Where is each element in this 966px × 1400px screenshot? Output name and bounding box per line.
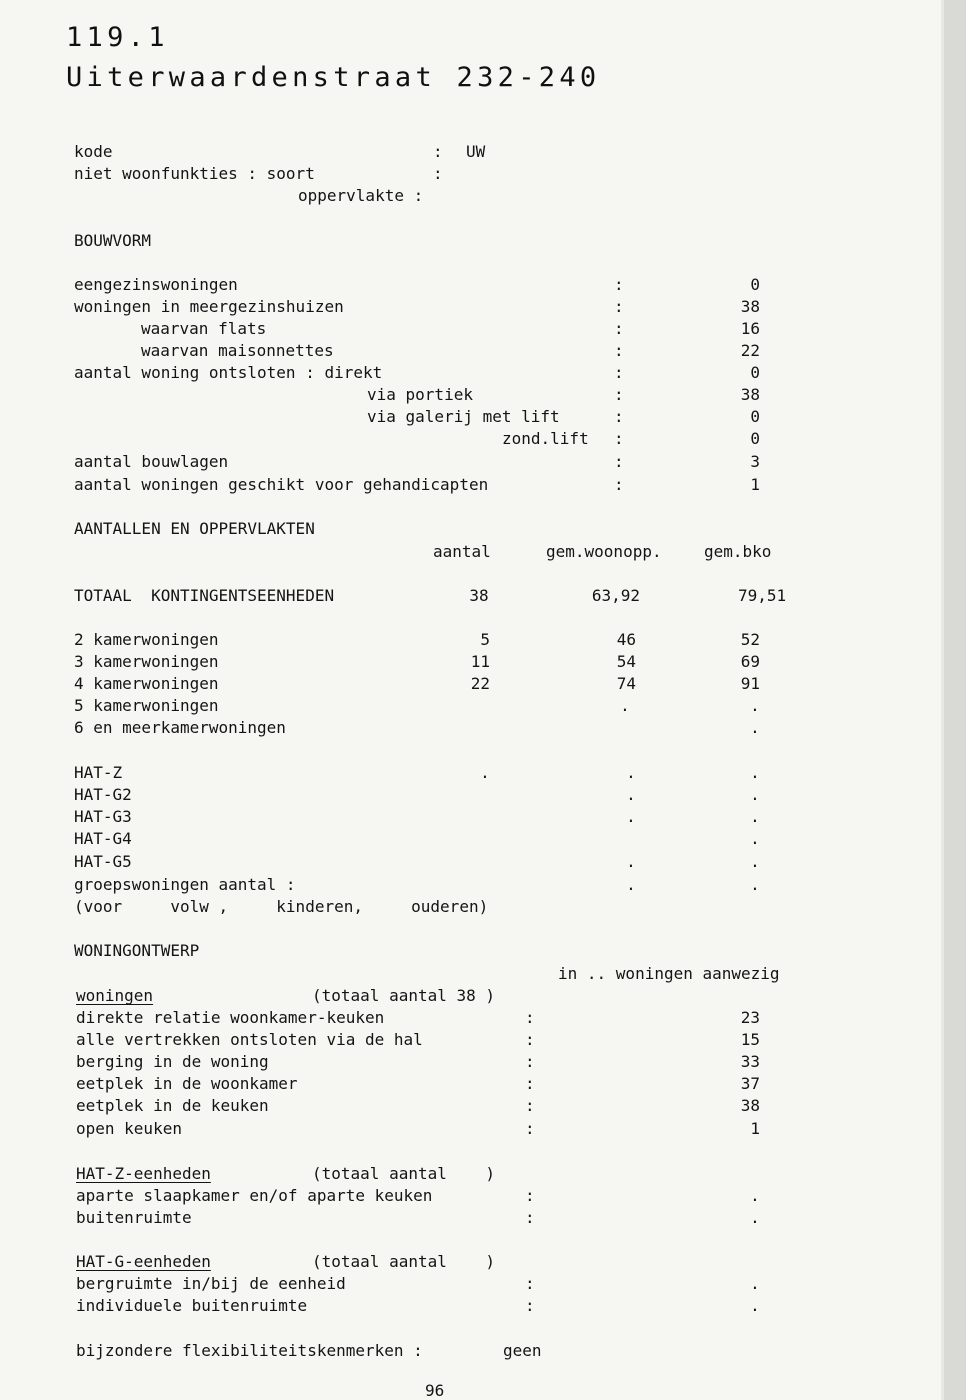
totaal-bko: 79,51 (738, 586, 787, 605)
kamer-row-bko: . (750, 696, 760, 715)
bouwvorm-colon: : (614, 407, 624, 426)
bouwvorm-value: 22 (740, 341, 760, 360)
bouwvorm-label: waarvan maisonnettes (141, 341, 334, 360)
kamer-row-label: 3 kamerwoningen (74, 652, 219, 671)
bouwvorm-colon: : (614, 429, 624, 448)
kamer-row-label: 5 kamerwoningen (74, 696, 219, 715)
hatg-row-colon: : (525, 1296, 535, 1315)
kamer-row-aantal: 11 (470, 652, 490, 671)
hat-row-label: HAT-G2 (74, 785, 132, 804)
bouwvorm-value: 16 (740, 319, 760, 338)
woningen-row-colon: : (525, 1119, 535, 1138)
hatg-row-colon: : (525, 1274, 535, 1293)
bouwvorm-value: 1 (750, 475, 760, 494)
totaal-woonopp: 63,92 (591, 586, 640, 605)
flexibility-label: bijzondere flexibiliteitskenmerken : (76, 1341, 423, 1360)
bouwvorm-value: 38 (740, 297, 760, 316)
column-header-bko: gem.bko (704, 542, 772, 561)
woningen-section-total: (totaal aantal 38 ) (312, 986, 496, 1005)
groepswoningen-label: groepswoningen aantal : (74, 875, 296, 894)
hat-row-woonopp: . (626, 807, 636, 826)
bouwvorm-colon: : (614, 275, 624, 294)
kamer-row-aantal: 22 (470, 674, 490, 693)
bouwvorm-value: 0 (750, 363, 760, 382)
document-title: Uiterwaardenstraat 232-240 (66, 62, 601, 93)
kamer-row-woonopp: 46 (616, 630, 636, 649)
hatg-row-value: . (750, 1296, 760, 1315)
woningen-row-label: eetplek in de keuken (76, 1096, 269, 1115)
bouwvorm-colon: : (614, 297, 624, 316)
woningen-row-label: berging in de woning (76, 1052, 269, 1071)
hat-row-bko: . (750, 763, 760, 782)
bouwvorm-label: via portiek (367, 385, 473, 404)
niet-woonfunkties-label: niet woonfunkties : soort (74, 164, 315, 183)
woningen-row-value: 37 (740, 1074, 760, 1093)
kamer-row-label: 6 en meerkamerwoningen (74, 718, 286, 737)
hat-row-woonopp: . (626, 852, 636, 871)
kamer-row-label: 2 kamerwoningen (74, 630, 219, 649)
groepswoningen-breakdown: (voor volw , kinderen, ouderen) (74, 897, 489, 916)
bouwvorm-heading: BOUWVORM (74, 231, 152, 250)
kamer-row-aantal: 5 (480, 630, 490, 649)
bouwvorm-colon: : (614, 452, 624, 471)
bouwvorm-label: waarvan flats (141, 319, 267, 338)
hat-row-aantal: . (480, 763, 490, 782)
bouwvorm-label: zond.lift (502, 429, 589, 448)
woningen-section-label: woningen (76, 986, 154, 1005)
hat-row-woonopp: . (626, 785, 636, 804)
woningontwerp-heading: WONINGONTWERP (74, 941, 200, 960)
woningen-row-value: 23 (740, 1008, 760, 1027)
bouwvorm-colon: : (614, 319, 624, 338)
bouwvorm-label: woningen in meergezinshuizen (74, 297, 344, 316)
hatg-row-label: individuele buitenruimte (76, 1296, 308, 1315)
hat-row-label: HAT-G4 (74, 829, 132, 848)
woningen-row-label: open keuken (76, 1119, 182, 1138)
kamer-row-bko: . (750, 718, 760, 737)
woningen-row-colon: : (525, 1030, 535, 1049)
woningen-row-label: eetplek in de woonkamer (76, 1074, 298, 1093)
column-header-woonopp: gem.woonopp. (546, 542, 662, 561)
woningen-row-value: 33 (740, 1052, 760, 1071)
kode-value: UW (466, 142, 486, 161)
hatz-row-colon: : (525, 1186, 535, 1205)
bouwvorm-label: aantal bouwlagen (74, 452, 229, 471)
kode-label: kode (74, 142, 113, 161)
bouwvorm-label: aantal woningen geschikt voor gehandicapten (74, 475, 489, 494)
hatg-section-label: HAT-G-eenheden (76, 1252, 211, 1271)
woningen-row-value: 38 (740, 1096, 760, 1115)
bouwvorm-colon: : (614, 341, 624, 360)
hatz-section-label: HAT-Z-eenheden (76, 1164, 211, 1183)
hat-row-bko: . (750, 785, 760, 804)
hatz-row-value: . (750, 1208, 760, 1227)
woningen-row-colon: : (525, 1096, 535, 1115)
bouwvorm-label: via galerij met lift (367, 407, 560, 426)
bouwvorm-value: 38 (740, 385, 760, 404)
hatz-row-label: buitenruimte (76, 1208, 192, 1227)
kamer-row-woonopp: 74 (616, 674, 636, 693)
hat-row-bko: . (750, 829, 760, 848)
totaal-label: TOTAAL KONTINGENTSEENHEDEN (74, 586, 335, 605)
bouwvorm-value: 0 (750, 407, 760, 426)
flexibility-value: geen (503, 1341, 542, 1360)
hat-row-woonopp: . (626, 763, 636, 782)
page-edge (944, 0, 966, 1400)
hat-row-bko: . (750, 807, 760, 826)
groepswoningen-woonopp: . (626, 875, 636, 894)
bouwvorm-colon: : (614, 385, 624, 404)
column-header-aantal: aantal (433, 542, 491, 561)
woningontwerp-subheading: in .. woningen aanwezig (558, 964, 780, 983)
hatz-row-value: . (750, 1186, 760, 1205)
hatz-section-total: (totaal aantal ) (312, 1164, 496, 1183)
totaal-aantal: 38 (469, 586, 489, 605)
woningen-row-value: 1 (750, 1119, 760, 1138)
woningen-row-label: alle vertrekken ontsloten via de hal (76, 1030, 423, 1049)
kamer-row-bko: 52 (740, 630, 760, 649)
bouwvorm-value: 3 (750, 452, 760, 471)
bouwvorm-colon: : (614, 363, 624, 382)
kamer-row-woonopp: 54 (616, 652, 636, 671)
hat-row-label: HAT-G3 (74, 807, 132, 826)
bouwvorm-value: 0 (750, 275, 760, 294)
kamer-row-label: 4 kamerwoningen (74, 674, 219, 693)
hat-row-bko: . (750, 852, 760, 871)
hatg-row-label: bergruimte in/bij de eenheid (76, 1274, 346, 1293)
woningen-row-colon: : (525, 1052, 535, 1071)
bouwvorm-value: 0 (750, 429, 760, 448)
hat-row-label: HAT-Z (74, 763, 123, 782)
oppervlakte-label: oppervlakte : (298, 186, 424, 205)
hatg-row-value: . (750, 1274, 760, 1293)
niet-woonfunkties-colon: : (433, 164, 443, 183)
woningen-row-label: direkte relatie woonkamer-keuken (76, 1008, 385, 1027)
bouwvorm-label: aantal woning ontsloten : direkt (74, 363, 383, 382)
hatg-section-total: (totaal aantal ) (312, 1252, 496, 1271)
woningen-row-colon: : (525, 1074, 535, 1093)
aantallen-heading: AANTALLEN EN OPPERVLAKTEN (74, 519, 315, 538)
bouwvorm-colon: : (614, 475, 624, 494)
kamer-row-bko: 69 (740, 652, 760, 671)
hatz-row-colon: : (525, 1208, 535, 1227)
woningen-row-colon: : (525, 1008, 535, 1027)
kamer-row-bko: 91 (740, 674, 760, 693)
groepswoningen-bko: . (750, 875, 760, 894)
page-number: 96 (425, 1381, 445, 1400)
bouwvorm-label: eengezinswoningen (74, 275, 238, 294)
kamer-row-woonopp: . (620, 696, 630, 715)
woningen-row-value: 15 (740, 1030, 760, 1049)
page-edge-shadow (941, 0, 944, 1400)
kode-colon: : (433, 142, 443, 161)
hatz-row-label: aparte slaapkamer en/of aparte keuken (76, 1186, 433, 1205)
document-number: 119.1 (66, 22, 169, 53)
hat-row-label: HAT-G5 (74, 852, 132, 871)
